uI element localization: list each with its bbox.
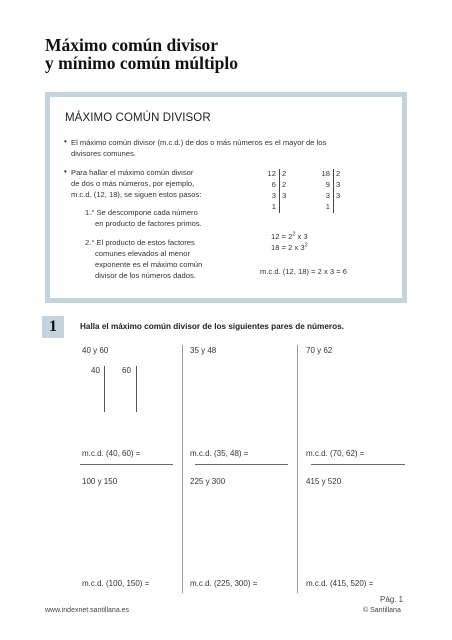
dividend: 6 <box>271 180 276 189</box>
dividend: 3 <box>271 191 276 200</box>
division-bar <box>279 169 280 213</box>
answer-line[interactable] <box>195 464 288 465</box>
pair-label: 40 y 60 <box>82 346 109 355</box>
factorization-12-rest: x 3 <box>295 232 308 241</box>
dividend: 9 <box>325 180 330 189</box>
definition-line-1: El máximo común divisor (m.c.d.) de dos o más números es el mayor de los <box>71 138 327 147</box>
dividend: 18 <box>321 169 330 178</box>
answer-label: m.c.d. (40, 60) = <box>82 449 141 458</box>
answer-label: m.c.d. (35, 48) = <box>190 449 249 458</box>
divisor: 3 <box>282 191 287 200</box>
division-bar <box>104 366 105 412</box>
divisor: 2 <box>336 169 341 178</box>
definition-line-2: divisores comunes. <box>71 149 136 158</box>
answer-line[interactable] <box>311 464 405 465</box>
title-line-1: Máximo común divisor <box>45 35 219 55</box>
step-1-line-2: en producto de factores primos. <box>95 219 202 228</box>
factorization-18 <box>271 242 308 253</box>
factorization-18-base: 18 = 2 x 3 <box>271 243 305 252</box>
division-bar <box>333 169 334 213</box>
answer-label: m.c.d. (70, 62) = <box>306 449 365 458</box>
step-1-line-1: 1.° Se descompone cada número <box>85 208 198 217</box>
pair-label: 415 y 520 <box>306 477 342 486</box>
factorization-12-base: 12 = 2 <box>271 232 293 241</box>
step-2-line-4: divisor de los números dados. <box>95 271 196 280</box>
result-line: m.c.d. (12, 18) = 2 x 3 = 6 <box>260 267 347 276</box>
dividend: 1 <box>325 202 330 211</box>
title-line-2: y mínimo común múltiplo <box>45 53 239 73</box>
step-2-line-1: 2.° El producto de estos factores <box>85 238 195 247</box>
footer-url[interactable]: www.indexnet.santillana.es <box>45 607 130 614</box>
method-line-3: m.c.d. (12, 18), se siguen estos pasos: <box>71 190 202 199</box>
divisor: 3 <box>336 191 341 200</box>
answer-line[interactable] <box>80 464 173 465</box>
exercise-number: 1 <box>42 316 64 338</box>
page-title <box>45 36 238 72</box>
pair-label: 35 y 48 <box>190 346 217 355</box>
pair-label: 70 y 62 <box>306 346 333 355</box>
work-number: 60 <box>122 366 131 375</box>
dividend: 1 <box>271 202 276 211</box>
divisor: 2 <box>282 169 287 178</box>
answer-label: m.c.d. (225, 300) = <box>190 579 258 588</box>
answer-label: m.c.d. (100, 150) = <box>82 579 150 588</box>
divisor: 2 <box>282 180 287 189</box>
factorization-12-exponent: 2 <box>292 231 296 238</box>
column-divider <box>297 345 298 593</box>
footer-copyright: © Santillana <box>363 607 401 614</box>
step-2-line-2: comunes elevados al menor <box>95 249 190 258</box>
divisor: 3 <box>336 180 341 189</box>
column-divider <box>182 345 183 593</box>
step-2-line-3: exponente es el máximo común <box>95 260 203 269</box>
method-line-1: Para hallar el máximo común divisor <box>71 168 194 177</box>
exercise-instruction: Halla el máximo común divisor de los siguientes pares de números. <box>80 322 344 331</box>
work-number: 40 <box>91 366 100 375</box>
dividend: 12 <box>267 169 276 178</box>
page-number: Pág. 1 <box>380 595 404 604</box>
factorization-18-exponent: 2 <box>304 242 308 249</box>
bullet-marker: • <box>64 167 67 176</box>
bullet-marker: • <box>64 137 67 146</box>
division-bar <box>136 366 137 412</box>
box-heading: MÁXIMO COMÚN DIVISOR <box>65 112 211 124</box>
factorization-12 <box>271 231 308 242</box>
definition-box <box>45 92 407 303</box>
dividend: 3 <box>325 191 330 200</box>
pair-label: 225 y 300 <box>190 477 226 486</box>
method-line-2: de dos o más números, por ejemplo, <box>71 179 195 188</box>
answer-label: m.c.d. (415, 520) = <box>306 579 374 588</box>
pair-label: 100 y 150 <box>82 477 118 486</box>
